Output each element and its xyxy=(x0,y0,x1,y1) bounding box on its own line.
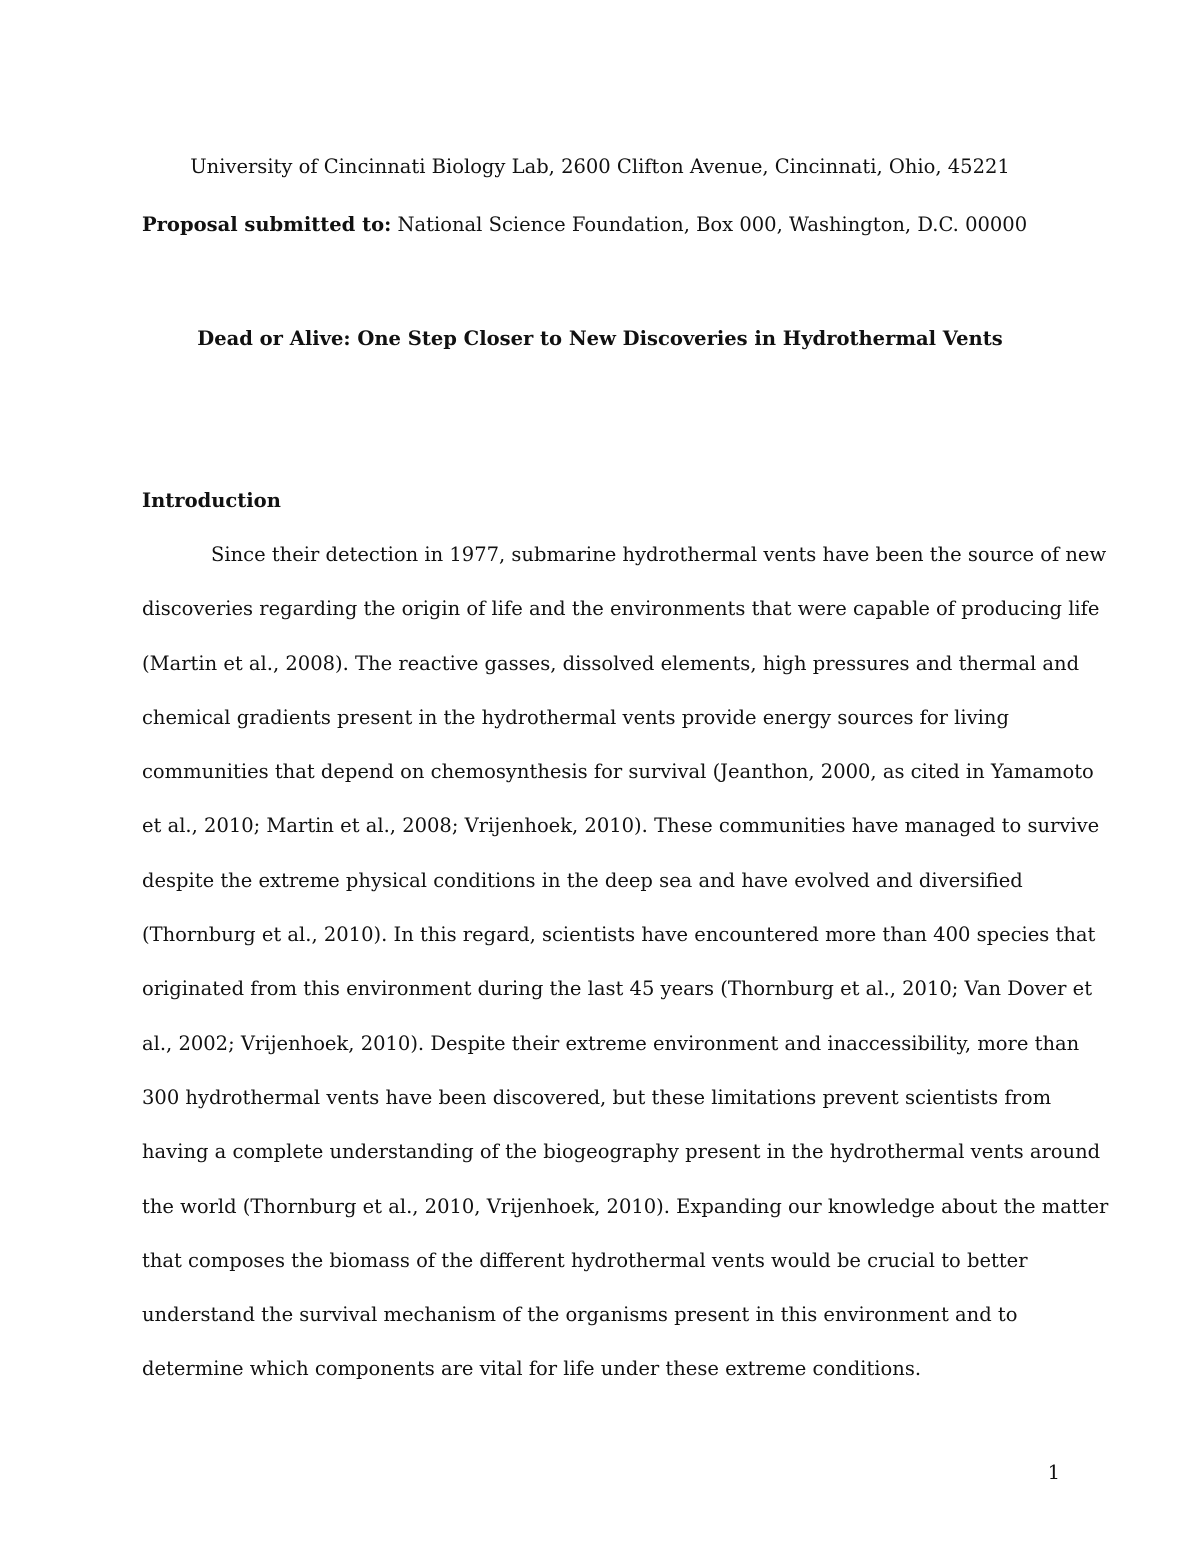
paragraph-line: (Thornburg et al., 2010). In this regard, scientists have encountered more than 400 species that xyxy=(142,923,1096,947)
paragraph-line: despite the extreme physical conditions in the deep sea and have evolved and diversified xyxy=(142,868,1023,892)
proposal-title: Dead or Alive: One Step Closer to New Discoveries in Hydrothermal Vents xyxy=(197,327,1003,350)
paragraph-line: understand the survival mechanism of the organisms present in this environment and to xyxy=(142,1303,1018,1327)
lab-address: University of Cincinnati Biology Lab, 2600 Clifton Avenue, Cincinnati, Ohio, 45221 xyxy=(190,155,1010,178)
paragraph-line: discoveries regarding the origin of life and the environments that were capable of producing life xyxy=(142,597,1100,621)
submitted-to-value: National Science Foundation, Box 000, Washington, D.C. 00000 xyxy=(391,213,1028,236)
paragraph-line: chemical gradients present in the hydrothermal vents provide energy sources for living xyxy=(142,705,1009,729)
paragraph-line: (Martin et al., 2008). The reactive gasses, dissolved elements, high pressures and thermal and xyxy=(142,651,1080,675)
paragraph-line: 300 hydrothermal vents have been discovered, but these limitations prevent scientists from xyxy=(142,1085,1052,1109)
submitted-to-label: Proposal submitted to: xyxy=(142,213,392,236)
paragraph-line: that composes the biomass of the different hydrothermal vents would be crucial to better xyxy=(142,1248,1028,1272)
paragraph-line: Since their detection in 1977, submarine hydrothermal vents have been the source of new xyxy=(211,543,1107,566)
introduction-paragraph xyxy=(142,540,1109,1409)
paragraph-line: determine which components are vital for life under these extreme conditions. xyxy=(142,1357,922,1381)
paragraph-line: having a complete understanding of the biogeography present in the hydrothermal vents around xyxy=(142,1140,1101,1164)
paragraph-line: al., 2002; Vrijenhoek, 2010). Despite their extreme environment and inaccessibility, more than xyxy=(142,1031,1080,1055)
section-heading: Introduction xyxy=(142,489,281,512)
paragraph-line: communities that depend on chemosynthesis for survival (Jeanthon, 2000, as cited in Yamamoto xyxy=(142,760,1094,784)
paragraph-line: originated from this environment during the last 45 years (Thornburg et al., 2010; Van Dover et xyxy=(142,977,1093,1001)
paragraph-line: the world (Thornburg et al., 2010, Vrijenhoek, 2010). Expanding our knowledge about the matter xyxy=(142,1194,1109,1218)
submitted-to-line xyxy=(142,210,1027,240)
page-number: 1 xyxy=(1047,1461,1060,1484)
paragraph-line: et al., 2010; Martin et al., 2008; Vrijenhoek, 2010). These communities have managed to survive xyxy=(142,814,1100,838)
